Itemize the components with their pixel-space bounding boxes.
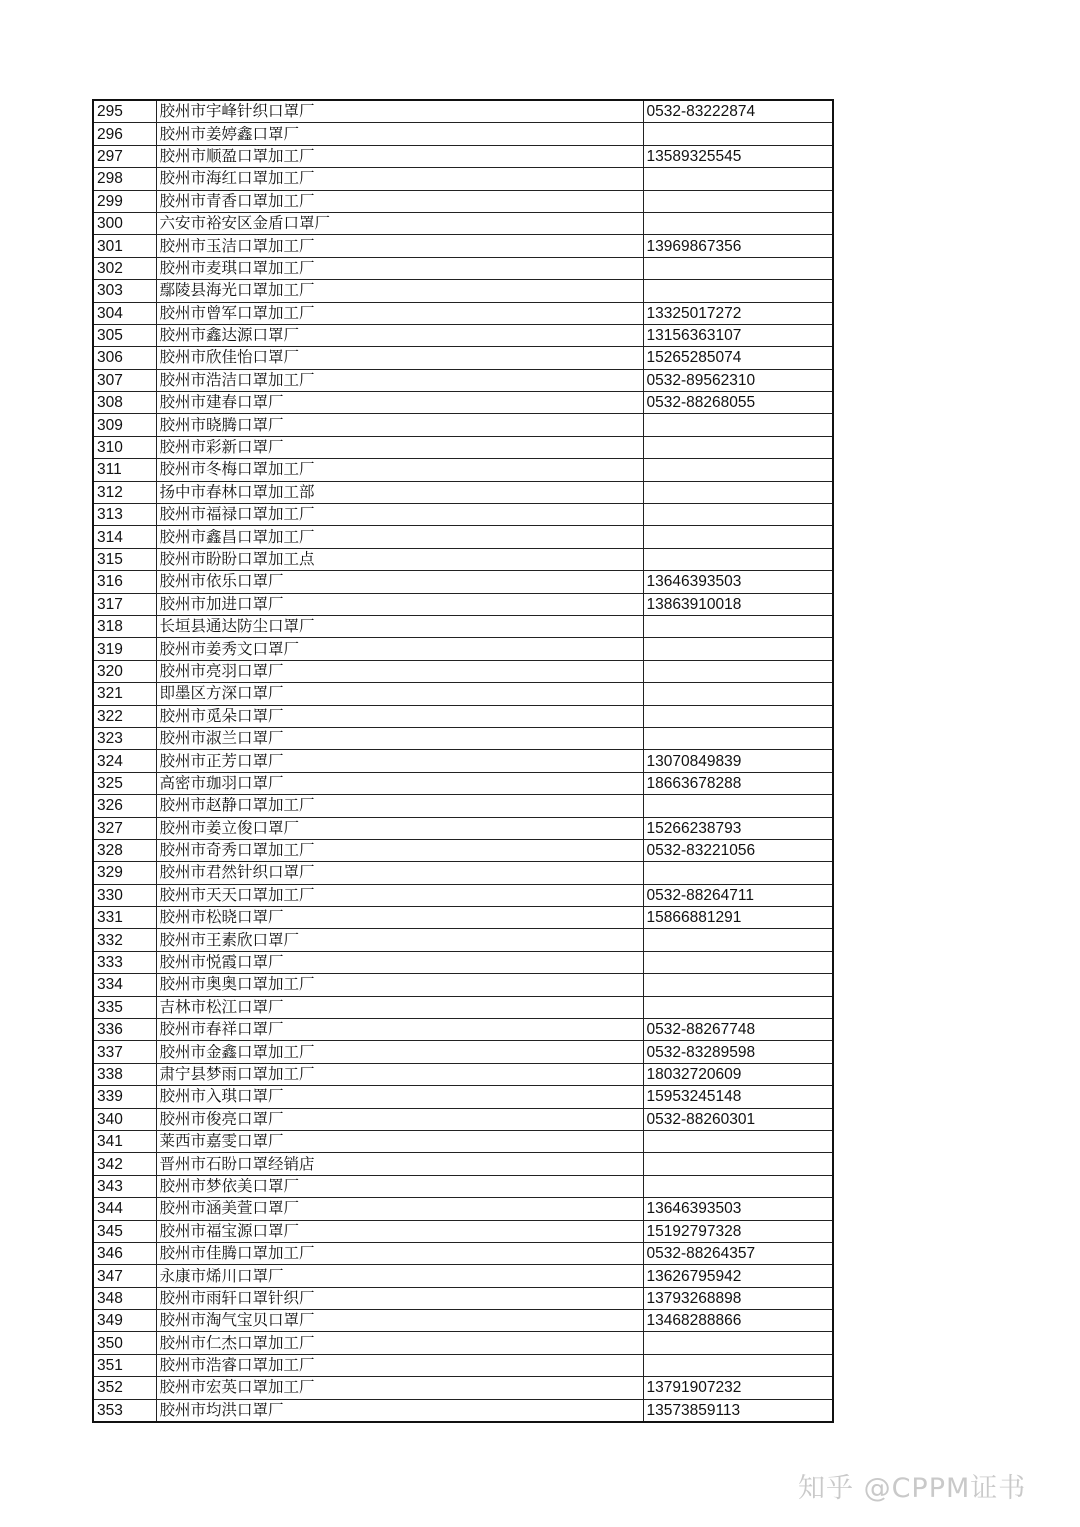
factory-name: 胶州市姜立俊口罩厂 xyxy=(156,817,643,839)
factory-name: 胶州市宇峰针织口罩厂 xyxy=(156,100,643,123)
phone-number: 13070849839 xyxy=(643,750,833,772)
row-number: 309 xyxy=(93,414,156,436)
factory-name: 胶州市赵静口罩加工厂 xyxy=(156,795,643,817)
factory-name: 胶州市亮羽口罩厂 xyxy=(156,660,643,682)
row-number: 344 xyxy=(93,1198,156,1220)
table-row xyxy=(93,347,833,369)
row-number: 327 xyxy=(93,817,156,839)
phone-number: 13325017272 xyxy=(643,302,833,324)
table-row xyxy=(93,100,833,123)
row-number: 334 xyxy=(93,974,156,996)
factory-name: 胶州市宏英口罩加工厂 xyxy=(156,1377,643,1399)
factory-name: 胶州市梦依美口罩厂 xyxy=(156,1175,643,1197)
factory-name: 胶州市鑫昌口罩加工厂 xyxy=(156,526,643,548)
table-row xyxy=(93,638,833,660)
phone-number: 0532-83221056 xyxy=(643,839,833,861)
table-row xyxy=(93,168,833,190)
table-row xyxy=(93,1310,833,1332)
row-number: 304 xyxy=(93,302,156,324)
row-number: 302 xyxy=(93,257,156,279)
factory-name: 胶州市加进口罩厂 xyxy=(156,593,643,615)
factory-name: 胶州市入琪口罩厂 xyxy=(156,1086,643,1108)
row-number: 341 xyxy=(93,1130,156,1152)
factory-name: 晋州市石盼口罩经销店 xyxy=(156,1153,643,1175)
phone-number xyxy=(643,526,833,548)
factory-name: 胶州市海红口罩加工厂 xyxy=(156,168,643,190)
row-number: 340 xyxy=(93,1108,156,1130)
row-number: 308 xyxy=(93,392,156,414)
phone-number xyxy=(643,951,833,973)
phone-number: 13626795942 xyxy=(643,1265,833,1287)
row-number: 330 xyxy=(93,884,156,906)
table-row xyxy=(93,212,833,234)
factory-name: 胶州市浩睿口罩加工厂 xyxy=(156,1354,643,1376)
phone-number xyxy=(643,190,833,212)
phone-number: 0532-89562310 xyxy=(643,369,833,391)
factory-name: 胶州市盼盼口罩加工点 xyxy=(156,548,643,570)
table-row xyxy=(93,1265,833,1287)
factory-name: 鄢陵县海光口罩加工厂 xyxy=(156,280,643,302)
table-row xyxy=(93,1108,833,1130)
table-row xyxy=(93,123,833,145)
row-number: 312 xyxy=(93,481,156,503)
factory-name: 胶州市彩新口罩厂 xyxy=(156,436,643,458)
table-row xyxy=(93,929,833,951)
phone-number: 0532-88264711 xyxy=(643,884,833,906)
factory-name: 胶州市冬梅口罩加工厂 xyxy=(156,459,643,481)
factory-name: 六安市裕安区金盾口罩厂 xyxy=(156,212,643,234)
phone-number xyxy=(643,727,833,749)
phone-number: 13646393503 xyxy=(643,571,833,593)
row-number: 316 xyxy=(93,571,156,593)
row-number: 298 xyxy=(93,168,156,190)
phone-number: 0532-88264357 xyxy=(643,1242,833,1264)
table-row xyxy=(93,1287,833,1309)
factory-name: 胶州市福禄口罩加工厂 xyxy=(156,504,643,526)
phone-number: 15265285074 xyxy=(643,347,833,369)
row-number: 299 xyxy=(93,190,156,212)
phone-number xyxy=(643,168,833,190)
row-number: 346 xyxy=(93,1242,156,1264)
factory-name: 胶州市晓腾口罩厂 xyxy=(156,414,643,436)
table-row xyxy=(93,996,833,1018)
phone-number xyxy=(643,123,833,145)
factory-name: 胶州市曾军口罩加工厂 xyxy=(156,302,643,324)
factory-name: 胶州市依乐口罩厂 xyxy=(156,571,643,593)
row-number: 300 xyxy=(93,212,156,234)
phone-number xyxy=(643,1332,833,1354)
table-body xyxy=(93,100,833,1422)
row-number: 336 xyxy=(93,1019,156,1041)
phone-number xyxy=(643,548,833,570)
phone-number xyxy=(643,1354,833,1376)
phone-number xyxy=(643,974,833,996)
factory-name: 胶州市均洪口罩厂 xyxy=(156,1399,643,1422)
phone-number xyxy=(643,996,833,1018)
phone-number: 15953245148 xyxy=(643,1086,833,1108)
row-number: 325 xyxy=(93,772,156,794)
phone-number xyxy=(643,795,833,817)
row-number: 350 xyxy=(93,1332,156,1354)
row-number: 353 xyxy=(93,1399,156,1422)
row-number: 314 xyxy=(93,526,156,548)
factory-name: 莱西市嘉雯口罩厂 xyxy=(156,1130,643,1152)
factory-name: 胶州市姜婷鑫口罩厂 xyxy=(156,123,643,145)
factory-name: 永康市烯川口罩厂 xyxy=(156,1265,643,1287)
row-number: 311 xyxy=(93,459,156,481)
phone-number: 15866881291 xyxy=(643,907,833,929)
factory-name: 胶州市涵美萱口罩厂 xyxy=(156,1198,643,1220)
row-number: 318 xyxy=(93,615,156,637)
phone-number xyxy=(643,414,833,436)
phone-number xyxy=(643,1175,833,1197)
phone-number xyxy=(643,615,833,637)
row-number: 303 xyxy=(93,280,156,302)
table-row xyxy=(93,436,833,458)
phone-number: 15266238793 xyxy=(643,817,833,839)
table-row xyxy=(93,1019,833,1041)
phone-number xyxy=(643,660,833,682)
factory-name: 胶州市欣佳怡口罩厂 xyxy=(156,347,643,369)
row-number: 332 xyxy=(93,929,156,951)
table-row xyxy=(93,772,833,794)
factory-name: 胶州市淑兰口罩厂 xyxy=(156,727,643,749)
table-row xyxy=(93,459,833,481)
phone-number xyxy=(643,683,833,705)
phone-number: 13969867356 xyxy=(643,235,833,257)
phone-number xyxy=(643,929,833,951)
phone-number: 13468288866 xyxy=(643,1310,833,1332)
phone-number: 13793268898 xyxy=(643,1287,833,1309)
factory-name: 胶州市雨轩口罩针织厂 xyxy=(156,1287,643,1309)
table-row xyxy=(93,504,833,526)
table-row xyxy=(93,302,833,324)
phone-number: 13573859113 xyxy=(643,1399,833,1422)
factory-name: 胶州市王素欣口罩厂 xyxy=(156,929,643,951)
row-number: 297 xyxy=(93,145,156,167)
table-row xyxy=(93,414,833,436)
row-number: 306 xyxy=(93,347,156,369)
table-row xyxy=(93,280,833,302)
row-number: 315 xyxy=(93,548,156,570)
table-row xyxy=(93,615,833,637)
table-row xyxy=(93,1377,833,1399)
phone-number xyxy=(643,1153,833,1175)
factory-name: 胶州市淘气宝贝口罩厂 xyxy=(156,1310,643,1332)
watermark: 知乎 @CPPM证书 xyxy=(798,1473,1027,1504)
phone-number: 18663678288 xyxy=(643,772,833,794)
table-row xyxy=(93,705,833,727)
phone-number xyxy=(643,1130,833,1152)
row-number: 317 xyxy=(93,593,156,615)
factory-name: 胶州市鑫达源口罩厂 xyxy=(156,324,643,346)
phone-number: 13156363107 xyxy=(643,324,833,346)
table-row xyxy=(93,884,833,906)
table-row xyxy=(93,190,833,212)
row-number: 322 xyxy=(93,705,156,727)
row-number: 321 xyxy=(93,683,156,705)
row-number: 328 xyxy=(93,839,156,861)
row-number: 345 xyxy=(93,1220,156,1242)
table-row xyxy=(93,1175,833,1197)
row-number: 320 xyxy=(93,660,156,682)
factory-name: 长垣县通达防尘口罩厂 xyxy=(156,615,643,637)
table-row xyxy=(93,907,833,929)
table-row xyxy=(93,235,833,257)
phone-number: 0532-88267748 xyxy=(643,1019,833,1041)
row-number: 352 xyxy=(93,1377,156,1399)
table-row xyxy=(93,727,833,749)
row-number: 305 xyxy=(93,324,156,346)
phone-number: 13863910018 xyxy=(643,593,833,615)
table-row xyxy=(93,1198,833,1220)
row-number: 337 xyxy=(93,1041,156,1063)
factory-name: 吉林市松江口罩厂 xyxy=(156,996,643,1018)
phone-number: 13646393503 xyxy=(643,1198,833,1220)
row-number: 335 xyxy=(93,996,156,1018)
row-number: 347 xyxy=(93,1265,156,1287)
row-number: 331 xyxy=(93,907,156,929)
factory-name: 胶州市奇秀口罩加工厂 xyxy=(156,839,643,861)
phone-number: 0532-83222874 xyxy=(643,100,833,123)
table-row xyxy=(93,257,833,279)
factory-name: 胶州市松晓口罩厂 xyxy=(156,907,643,929)
row-number: 333 xyxy=(93,951,156,973)
phone-number xyxy=(643,459,833,481)
table-row xyxy=(93,1086,833,1108)
factory-name: 胶州市福宝源口罩厂 xyxy=(156,1220,643,1242)
factory-name: 胶州市青香口罩加工厂 xyxy=(156,190,643,212)
table-row xyxy=(93,839,833,861)
phone-number xyxy=(643,436,833,458)
table-row xyxy=(93,795,833,817)
row-number: 295 xyxy=(93,100,156,123)
factory-name: 胶州市觅朵口罩厂 xyxy=(156,705,643,727)
factory-name: 胶州市金鑫口罩加工厂 xyxy=(156,1041,643,1063)
phone-number: 0532-83289598 xyxy=(643,1041,833,1063)
factory-name: 胶州市佳腾口罩加工厂 xyxy=(156,1242,643,1264)
factory-name: 胶州市春祥口罩厂 xyxy=(156,1019,643,1041)
table-row xyxy=(93,1220,833,1242)
factory-name: 胶州市麦琪口罩加工厂 xyxy=(156,257,643,279)
factory-name: 胶州市天天口罩加工厂 xyxy=(156,884,643,906)
row-number: 326 xyxy=(93,795,156,817)
row-number: 338 xyxy=(93,1063,156,1085)
factory-name: 胶州市俊亮口罩厂 xyxy=(156,1108,643,1130)
factory-name: 胶州市建春口罩厂 xyxy=(156,392,643,414)
table-row xyxy=(93,974,833,996)
table-row xyxy=(93,862,833,884)
table-row xyxy=(93,1153,833,1175)
phone-number: 15192797328 xyxy=(643,1220,833,1242)
table-row xyxy=(93,369,833,391)
row-number: 348 xyxy=(93,1287,156,1309)
table-row xyxy=(93,1041,833,1063)
phone-number xyxy=(643,504,833,526)
table-row xyxy=(93,392,833,414)
phone-number xyxy=(643,862,833,884)
factory-name: 扬中市春林口罩加工部 xyxy=(156,481,643,503)
factory-name: 高密市珈羽口罩厂 xyxy=(156,772,643,794)
row-number: 319 xyxy=(93,638,156,660)
table-row xyxy=(93,1242,833,1264)
table-row xyxy=(93,683,833,705)
factory-name: 即墨区方深口罩厂 xyxy=(156,683,643,705)
row-number: 307 xyxy=(93,369,156,391)
table-row xyxy=(93,593,833,615)
factory-name: 胶州市顺盈口罩加工厂 xyxy=(156,145,643,167)
phone-number: 18032720609 xyxy=(643,1063,833,1085)
table-row xyxy=(93,145,833,167)
factory-name: 胶州市浩洁口罩加工厂 xyxy=(156,369,643,391)
phone-number xyxy=(643,638,833,660)
phone-number: 0532-88268055 xyxy=(643,392,833,414)
table-row xyxy=(93,481,833,503)
table-row xyxy=(93,817,833,839)
row-number: 339 xyxy=(93,1086,156,1108)
table-row xyxy=(93,548,833,570)
table-row xyxy=(93,1399,833,1422)
table-row xyxy=(93,526,833,548)
table-row xyxy=(93,571,833,593)
row-number: 329 xyxy=(93,862,156,884)
factory-table xyxy=(92,99,834,1423)
row-number: 343 xyxy=(93,1175,156,1197)
factory-name: 胶州市玉洁口罩加工厂 xyxy=(156,235,643,257)
row-number: 301 xyxy=(93,235,156,257)
table-row xyxy=(93,660,833,682)
row-number: 342 xyxy=(93,1153,156,1175)
factory-name: 胶州市君然针织口罩厂 xyxy=(156,862,643,884)
table-row xyxy=(93,951,833,973)
phone-number xyxy=(643,280,833,302)
row-number: 324 xyxy=(93,750,156,772)
row-number: 313 xyxy=(93,504,156,526)
phone-number: 13791907232 xyxy=(643,1377,833,1399)
phone-number: 13589325545 xyxy=(643,145,833,167)
phone-number xyxy=(643,705,833,727)
table-row xyxy=(93,1354,833,1376)
table-row xyxy=(93,1332,833,1354)
row-number: 323 xyxy=(93,727,156,749)
row-number: 351 xyxy=(93,1354,156,1376)
row-number: 349 xyxy=(93,1310,156,1332)
factory-name: 胶州市奥奥口罩加工厂 xyxy=(156,974,643,996)
table-row xyxy=(93,324,833,346)
factory-name: 胶州市姜秀文口罩厂 xyxy=(156,638,643,660)
factory-name: 肃宁县梦雨口罩加工厂 xyxy=(156,1063,643,1085)
table-row xyxy=(93,1130,833,1152)
factory-name: 胶州市悦霞口罩厂 xyxy=(156,951,643,973)
phone-number xyxy=(643,212,833,234)
table-row xyxy=(93,750,833,772)
factory-name: 胶州市正芳口罩厂 xyxy=(156,750,643,772)
row-number: 310 xyxy=(93,436,156,458)
phone-number xyxy=(643,257,833,279)
factory-name: 胶州市仁杰口罩加工厂 xyxy=(156,1332,643,1354)
row-number: 296 xyxy=(93,123,156,145)
phone-number: 0532-88260301 xyxy=(643,1108,833,1130)
phone-number xyxy=(643,481,833,503)
table-row xyxy=(93,1063,833,1085)
